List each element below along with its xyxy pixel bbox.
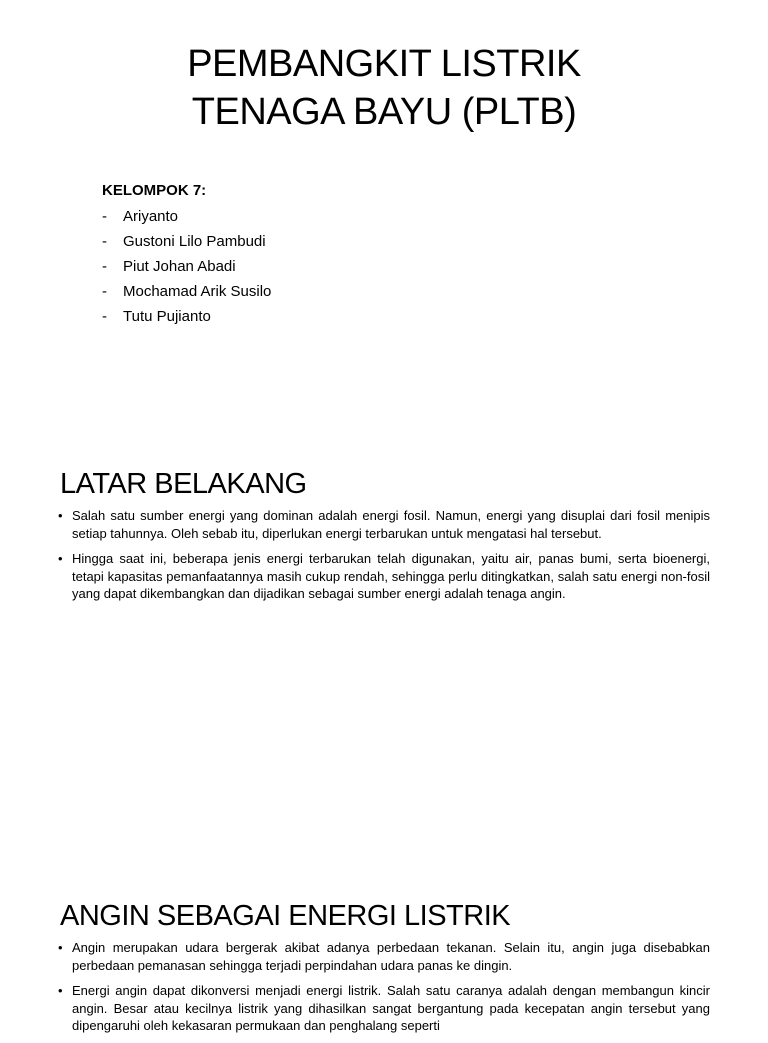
member-name: Mochamad Arik Susilo xyxy=(123,283,272,300)
bullet-icon: • xyxy=(58,983,63,998)
bullet-list xyxy=(58,939,710,1043)
dash-marker: - xyxy=(102,233,107,250)
bullet-text: Angin merupakan udara bergerak akibat adanya perbedaan tekanan. Selain itu, angin juga disebabkan perbedaan pemanasan sehingga terjadi perpindahan udara panas ke dingin. xyxy=(72,940,710,973)
title-slide xyxy=(0,0,768,430)
group-info xyxy=(102,180,271,329)
member-item xyxy=(102,279,271,304)
member-item xyxy=(102,229,271,254)
member-item xyxy=(102,304,271,329)
member-item xyxy=(102,254,271,279)
member-name: Piut Johan Abadi xyxy=(123,258,236,275)
bullet-icon: • xyxy=(58,940,63,955)
bullet-item xyxy=(58,550,710,603)
bullet-text: Hingga saat ini, beberapa jenis energi terbarukan telah digunakan, yaitu air, panas bumi, serta bioenergi, tetapi kapasitas pemanfaatannya masih cukup rendah, sehingga perlu ditingkatkan, salah satu energi non-fosil yang dapat dikembangkan dan dijadikan sebagai sumber energi adalah tenaga angin. xyxy=(72,551,710,601)
dash-marker: - xyxy=(102,283,107,300)
bullet-item xyxy=(58,507,710,542)
bullet-text: Salah satu sumber energi yang dominan adalah energi fosil. Namun, energi yang disuplai dari fosil menipis setiap tahunnya. Oleh sebab itu, diperlukan energi terbarukan untuk mengatasi hal tersebut. xyxy=(72,508,710,541)
member-name: Tutu Pujianto xyxy=(123,308,211,325)
background-slide xyxy=(0,430,768,862)
section-title: LATAR BELAKANG xyxy=(60,468,307,500)
bullet-item xyxy=(58,982,710,1035)
dash-marker: - xyxy=(102,308,107,325)
member-list xyxy=(102,204,271,329)
member-item xyxy=(102,204,271,229)
bullet-icon: • xyxy=(58,551,63,566)
bullet-text: Energi angin dapat dikonversi menjadi energi listrik. Salah satu caranya adalah dengan membangun kincir angin. Besar atau kecilnya listrik yang dihasilkan sangat bergantung pada kecepatan angin tersebut yang dipengaruhi oleh kekasaran permukaan dan penghalang seperti xyxy=(72,983,710,1033)
member-name: Gustoni Lilo Pambudi xyxy=(123,233,266,250)
bullet-icon: • xyxy=(58,508,63,523)
dash-marker: - xyxy=(102,208,107,225)
bullet-item xyxy=(58,939,710,974)
group-heading: KELOMPOK 7: xyxy=(102,182,207,199)
dash-marker: - xyxy=(102,258,107,275)
wind-energy-slide xyxy=(0,862,768,1033)
bullet-list xyxy=(58,507,710,611)
member-name: Ariyanto xyxy=(123,208,179,225)
main-title-line-1: PEMBANGKIT LISTRIK xyxy=(187,43,581,85)
main-title xyxy=(0,40,768,136)
section-title: ANGIN SEBAGAI ENERGI LISTRIK xyxy=(60,900,511,932)
main-title-line-2: TENAGA BAYU (PLTB) xyxy=(191,91,577,133)
